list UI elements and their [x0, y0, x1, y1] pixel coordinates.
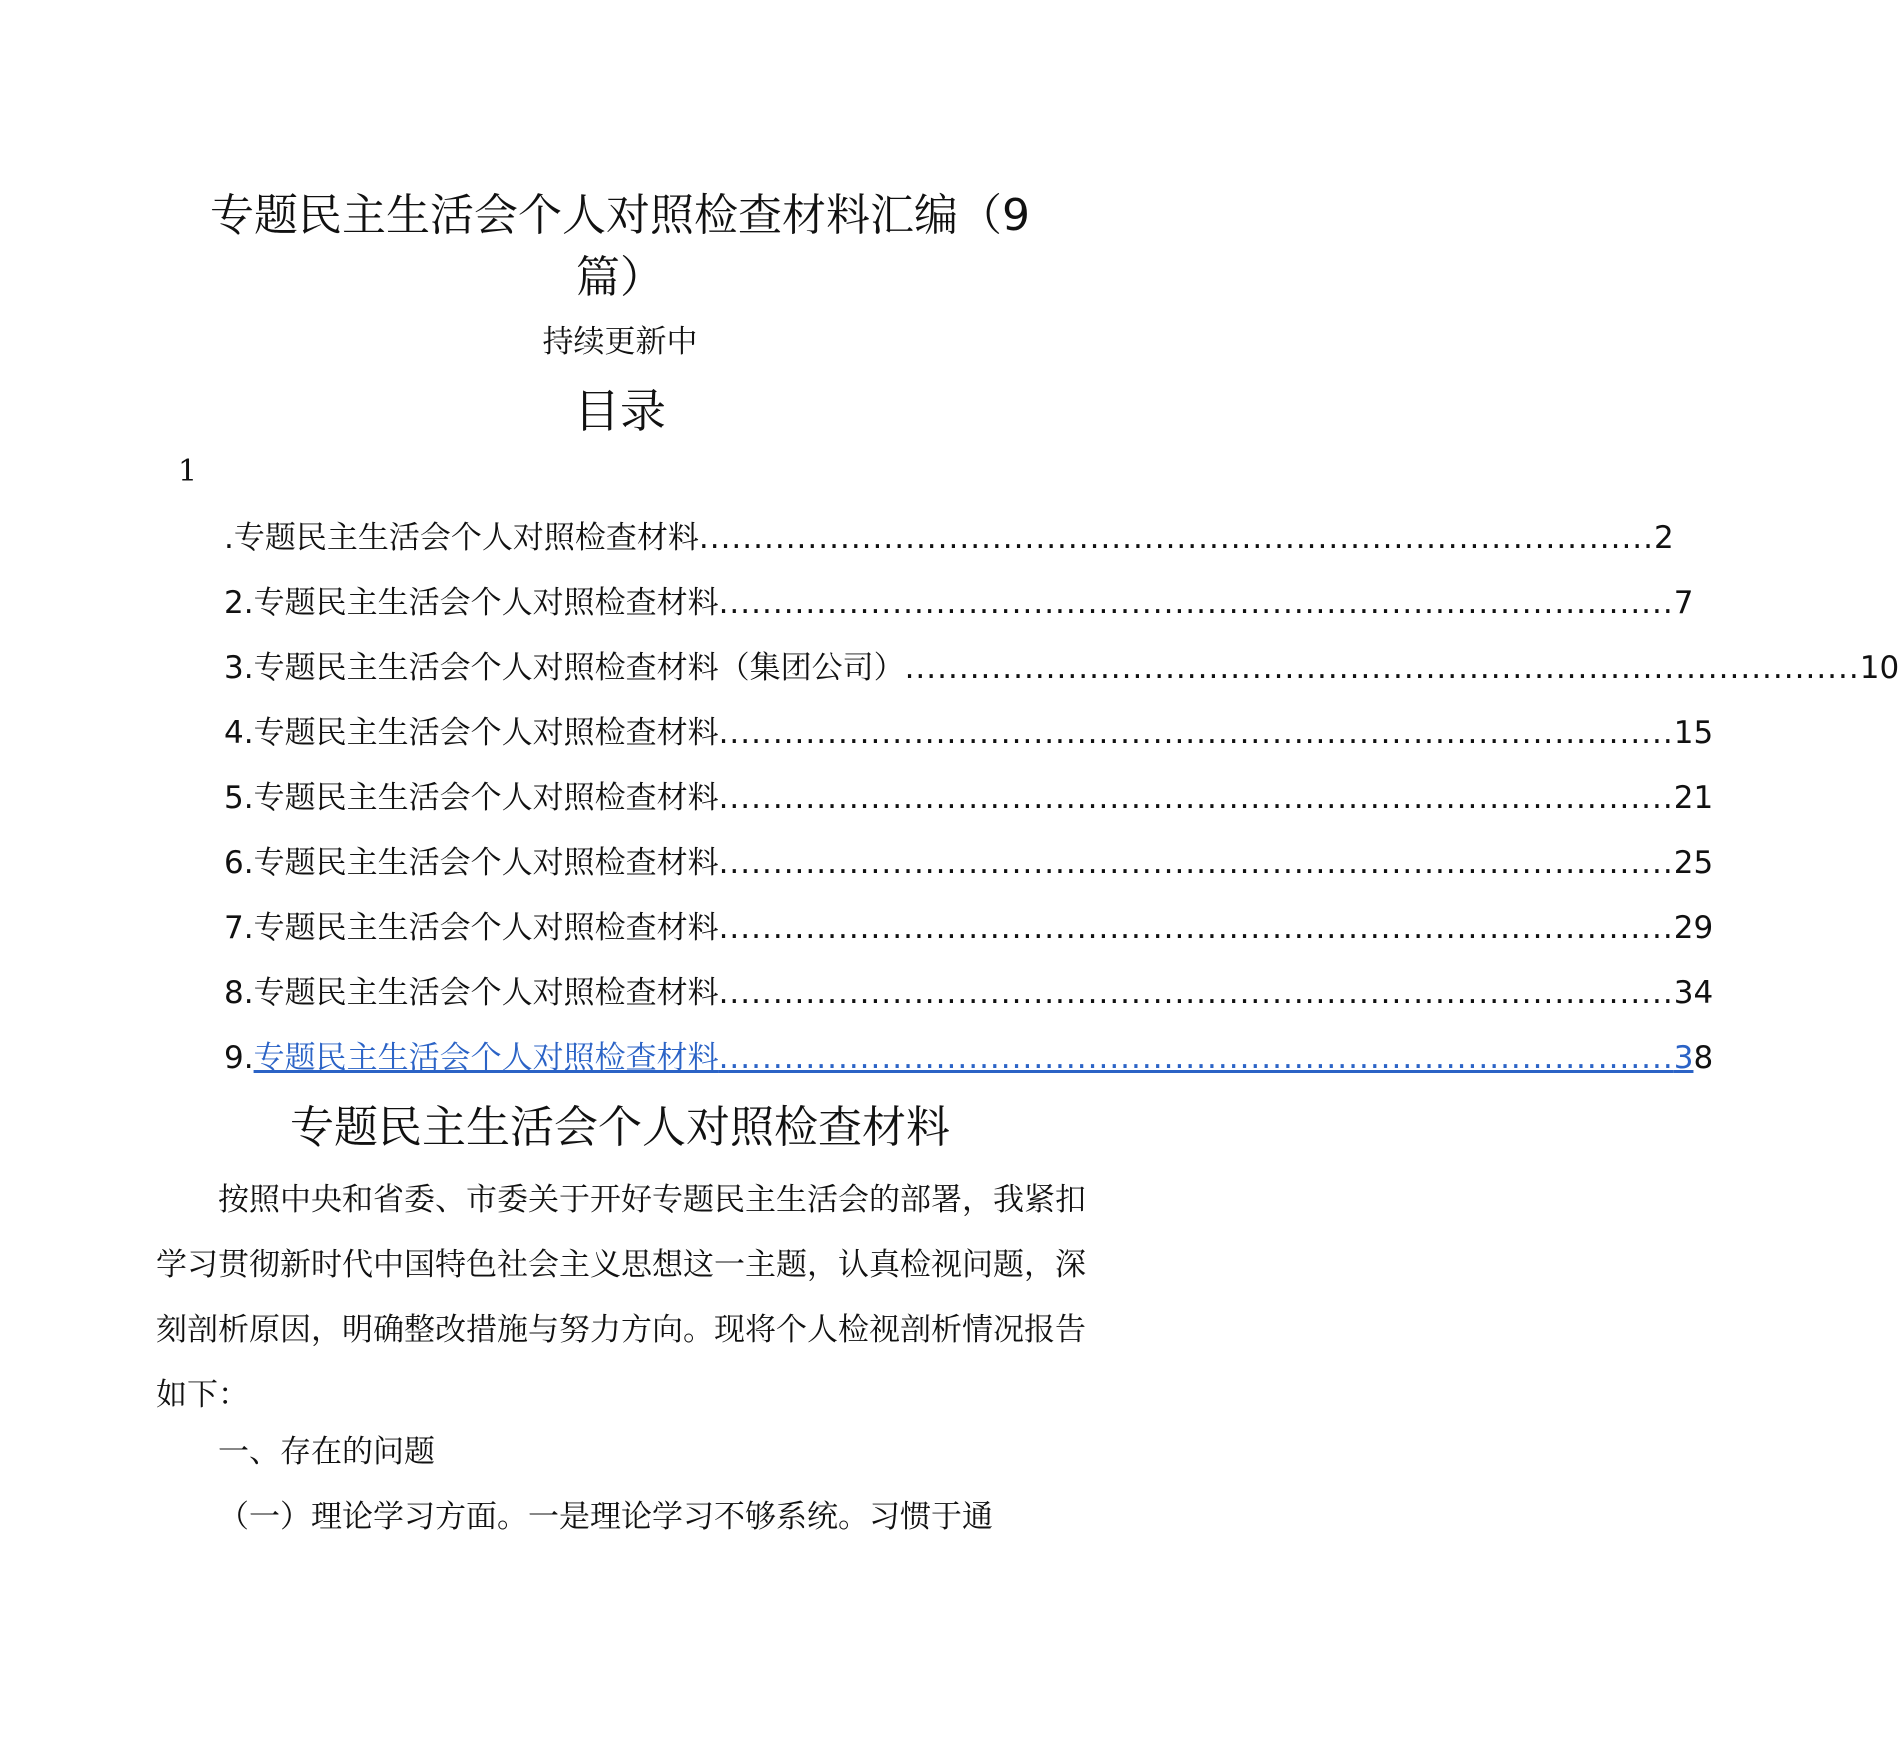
toc-entry[interactable] — [224, 841, 1714, 885]
toc-entry-page: 34 — [1673, 975, 1714, 1011]
toc-leader-dots: ........................................................................................ — [718, 715, 1674, 751]
toc-entry-label: 6.专题民主生活会个人对照检查材料 — [224, 845, 719, 881]
toc-entry-label: .专题民主生活会个人对照检查材料 — [224, 520, 699, 556]
toc-entry-label: 7.专题民主生活会个人对照检查材料 — [224, 910, 719, 946]
toc-entry[interactable] — [224, 776, 1714, 820]
toc-entry-label: 8.专题民主生活会个人对照检查材料 — [224, 975, 719, 1011]
toc-entry-label: 3.专题民主生活会个人对照检查材料（集团公司） — [224, 650, 905, 686]
toc-entry-page: 7 — [1673, 585, 1694, 621]
toc-entry-page: 29 — [1673, 910, 1714, 946]
toc-entry-page-link[interactable]: 3 — [1673, 1040, 1694, 1076]
subsection-line: （一）理论学习方面。一是理论学习不够系统。习惯于通 — [218, 1499, 993, 1535]
toc-entry[interactable] — [224, 516, 1674, 560]
toc-orphan-number: 1 — [178, 454, 198, 489]
section-heading: 一、存在的问题 — [218, 1434, 435, 1470]
toc-entry-page: 21 — [1673, 780, 1714, 816]
toc-leader-dots: ........................................................................................ — [718, 975, 1674, 1011]
toc-entry-label: 4.专题民主生活会个人对照检查材料 — [224, 715, 719, 751]
toc-leader-dots[interactable]: ........................................................................................ — [718, 1040, 1674, 1076]
document-title-line-1: 专题民主生活会个人对照检查材料汇编（9 — [210, 190, 1030, 241]
toc-entry[interactable] — [224, 906, 1714, 950]
toc-heading: 目录 — [574, 384, 666, 438]
toc-leader-dots: ........................................................................................ — [718, 845, 1674, 881]
toc-entry[interactable] — [224, 581, 1694, 625]
toc-entry[interactable] — [224, 971, 1714, 1015]
document-title-line-2: 篇） — [576, 252, 664, 303]
article-title: 专题民主生活会个人对照检查材料 — [290, 1102, 950, 1153]
toc-entry-prefix: 9. — [224, 1040, 254, 1076]
toc-entry-link[interactable] — [224, 1036, 1714, 1080]
toc-entry[interactable] — [224, 646, 1899, 690]
toc-entry-label[interactable]: 专题民主生活会个人对照检查材料 — [253, 1040, 719, 1076]
toc-leader-dots: ........................................................................................ — [718, 780, 1674, 816]
toc-entry-page: 15 — [1673, 715, 1714, 751]
toc-entry-page: 8 — [1693, 1040, 1714, 1076]
toc-leader-dots: ........................................................................................ — [718, 910, 1674, 946]
document-subtitle: 持续更新中 — [542, 324, 698, 360]
toc-entry-page: 25 — [1673, 845, 1714, 881]
intro-paragraph: 按照中央和省委、市委关于开好专题民主生活会的部署，我紧扣学习贯彻新时代中国特色社会主义思想这一主题，认真检视问题，深刻剖析原因，明确整改措施与努力方向。现将个人检视剖析情况报告如下： — [156, 1182, 1086, 1413]
toc-leader-dots: ........................................................................................ — [698, 520, 1655, 556]
toc-entry-label: 5.专题民主生活会个人对照检查材料 — [224, 780, 719, 816]
toc-leader-dots: ........................................................................................ — [904, 650, 1860, 686]
toc-entry-page: 10 — [1859, 650, 1899, 686]
toc-entry[interactable] — [224, 711, 1714, 755]
toc-entry-page: 2 — [1654, 520, 1674, 556]
toc-leader-dots: ........................................................................................ — [718, 585, 1674, 621]
toc-entry-label: 2.专题民主生活会个人对照检查材料 — [224, 585, 719, 621]
